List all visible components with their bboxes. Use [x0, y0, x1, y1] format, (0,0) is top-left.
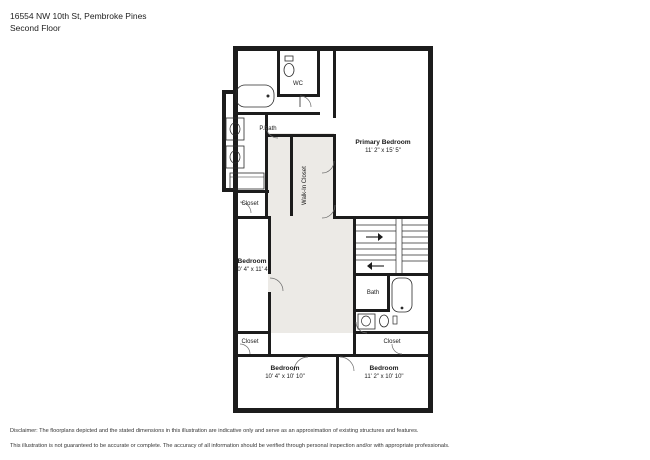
wall-bottom-top-right	[336, 354, 429, 357]
wall-stair-bottom	[353, 273, 429, 276]
room-label-closet-1: Closet	[241, 201, 259, 207]
wall-bed2-top	[233, 216, 271, 219]
room-label-walkin-closet: Walk-In Closet	[302, 166, 308, 205]
wall-bath2-left	[353, 276, 356, 333]
room-label-wc: WC	[293, 81, 303, 87]
exterior-wall-right	[428, 46, 433, 413]
room-label-closet-3: Closet	[383, 339, 401, 345]
disclaimer-line-1: Disclaimer: The floorplans depicted and the stated dimensions in this illustration are indicative only and serve as an approximation of existing structures and features.	[10, 428, 419, 434]
room-label-bedroom-3: Bedroom 10' 4" x 10' 10"	[265, 365, 305, 380]
plan-footer	[10, 426, 640, 452]
floor-label: Second Floor	[10, 23, 61, 33]
room-label-bedroom-2-overflow: Bedroom 10' 4" x 11' 4"	[234, 258, 270, 273]
floorplan-canvas	[0, 30, 650, 425]
wall-walkin-left	[290, 134, 293, 216]
notch-wall-top	[222, 90, 238, 94]
hallway-fill-3	[268, 311, 356, 333]
room-label-primary-bedroom: Primary Bedroom 11' 2" x 15' 5"	[355, 139, 411, 154]
notch-wall-left	[222, 90, 226, 192]
room-label-bath: Bath	[366, 290, 380, 296]
wall-closet-left-top	[233, 331, 271, 334]
wall-bath2-inner2	[355, 309, 390, 312]
wall-walkin-top	[268, 134, 336, 137]
wall-closet-top	[233, 190, 269, 193]
disclaimer-line-2: This illustration is not guaranteed to be accurate or complete. The accuracy of all information should be verified through personal inspection and/or with appropriate professionals.	[10, 443, 450, 449]
wall-closet-right-top	[353, 331, 429, 334]
exterior-wall-bottom	[233, 408, 433, 413]
wall-wc-bottom	[277, 94, 320, 97]
room-label-closet-2: Closet	[241, 339, 259, 345]
hallway-fill	[268, 133, 334, 218]
wall-bath-bottom	[233, 112, 320, 115]
room-label-pbath: P.Bath	[259, 126, 277, 132]
room-label-bedroom-4: Bedroom 11' 2" x 10' 10"	[364, 365, 404, 380]
wall-bottom-top-left	[233, 354, 339, 357]
wall-primary-bottom	[333, 216, 429, 219]
property-address: 16554 NW 10th St, Pembroke Pines	[10, 11, 147, 21]
wall-bed2-right2	[268, 292, 271, 333]
wall-primary-left	[333, 46, 336, 118]
wall-bottom-divider	[336, 354, 339, 413]
wall-stair-left	[353, 219, 356, 279]
exterior-wall-left	[233, 46, 238, 413]
